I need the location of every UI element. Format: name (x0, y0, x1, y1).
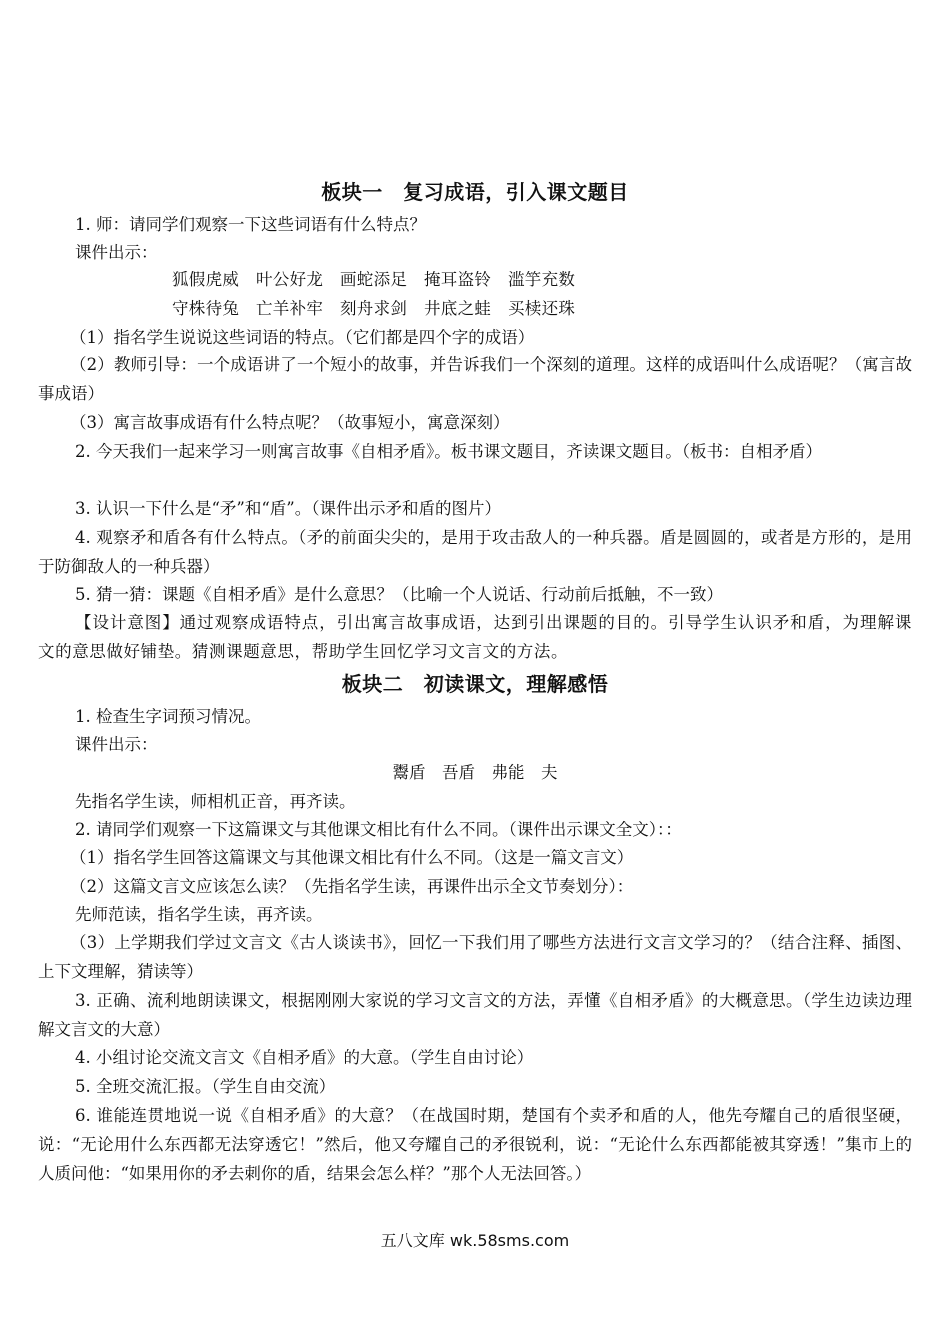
paragraph: 6. 谁能连贯地说一说《自相矛盾》的大意？（在战国时期，楚国有个卖矛和盾的人，他先夸耀自己的盾很坚硬，说：“无论用什么东西都无法穿透它！”然后，他又夸耀自己的矛很锐利，说：“无论什么东西都能被其穿透！”集市上的人质问他：“如果用你的矛去刺你的盾，结果会怎么样？”那个人无法回答。） (38, 1106, 912, 1183)
paragraph: 5. 猜一猜：课题《自相矛盾》是什么意思？（比喻一个人说话、行动前后抵触，不一致） (75, 585, 723, 604)
paragraph: 4. 小组讨论交流文言文《自相矛盾》的大意。（学生自由讨论） (75, 1048, 534, 1067)
page-footer: 五八文库 wk.58sms.com (380, 1231, 570, 1250)
paragraph: 先指名学生读，师相机正音，再齐读。 (75, 792, 356, 811)
paragraph: （1）指名学生说说这些词语的特点。（它们都是四个字的成语） (70, 328, 535, 347)
paragraph: （3）上学期我们学过文言文《古人谈读书》，回忆一下我们用了哪些方法进行文言文学习的？（结合注释、插图、上下文理解，猜读等） (38, 933, 912, 981)
paragraph: （2）这篇文言文应该怎么读？（先指名学生读，再课件出示全文节奏划分）： (70, 877, 634, 896)
paragraph: 4. 观察矛和盾各有什么特点。（矛的前面尖尖的，是用于攻击敌人的一种兵器。盾是圆圆的，或者是方形的，是用于防御敌人的一种兵器） (38, 528, 912, 576)
idiom-list-row: 守株待兔 亡羊补牢 刻舟求剑 井底之蛙 买椟还珠 (172, 299, 576, 318)
paragraph: 3. 认识一下什么是“矛”和“盾”。（课件出示矛和盾的图片） (75, 499, 501, 518)
paragraph: （1）指名学生回答这篇课文与其他课文相比有什么不同。（这是一篇文言文） (70, 848, 634, 867)
idiom-list-row: 狐假虎威 叶公好龙 画蛇添足 掩耳盗铃 滥竽充数 (172, 270, 576, 289)
paragraph: 2. 今天我们一起来学习一则寓言故事《自相矛盾》。板书课文题目，齐读课文题目。（板书：自相矛盾） (75, 442, 822, 461)
design-intent-note: 【设计意图】通过观察成语特点，引出寓言故事成语，达到引出课题的目的。引导学生认识矛和盾，为理解课文的意思做好铺垫。猜测课题意思，帮助学生回忆学习文言文的方法。 (38, 613, 912, 661)
vocabulary-list: 鬻盾 吾盾 弗能 夫 (392, 763, 558, 782)
paragraph: 先师范读，指名学生读，再齐读。 (75, 905, 323, 924)
paragraph: 3. 正确、流利地朗读课文，根据刚刚大家说的学习文言文的方法，弄懂《自相矛盾》的大概意思。（学生边读边理解文言文的大意） (38, 991, 912, 1039)
section-heading: 板块一 复习成语，引入课文题目 (321, 180, 629, 204)
paragraph: 课件出示： (75, 243, 158, 262)
paragraph: 1. 检查生字词预习情况。 (75, 707, 261, 726)
paragraph: 1. 师：请同学们观察一下这些词语有什么特点？ (75, 215, 426, 234)
paragraph: （3）寓言故事成语有什么特点呢？（故事短小，寓意深刻） (70, 413, 510, 432)
paragraph: 课件出示： (75, 735, 158, 754)
paragraph: 2. 请同学们观察一下这篇课文与其他课文相比有什么不同。（课件出示课文全文）：： (75, 820, 682, 839)
paragraph: （2）教师引导：一个成语讲了一个短小的故事，并告诉我们一个深刻的道理。这样的成语叫什么成语呢？（寓言故事成语） (38, 355, 912, 403)
section-heading: 板块二 初读课文，理解感悟 (341, 672, 609, 696)
paragraph: 5. 全班交流汇报。（学生自由交流） (75, 1077, 336, 1096)
